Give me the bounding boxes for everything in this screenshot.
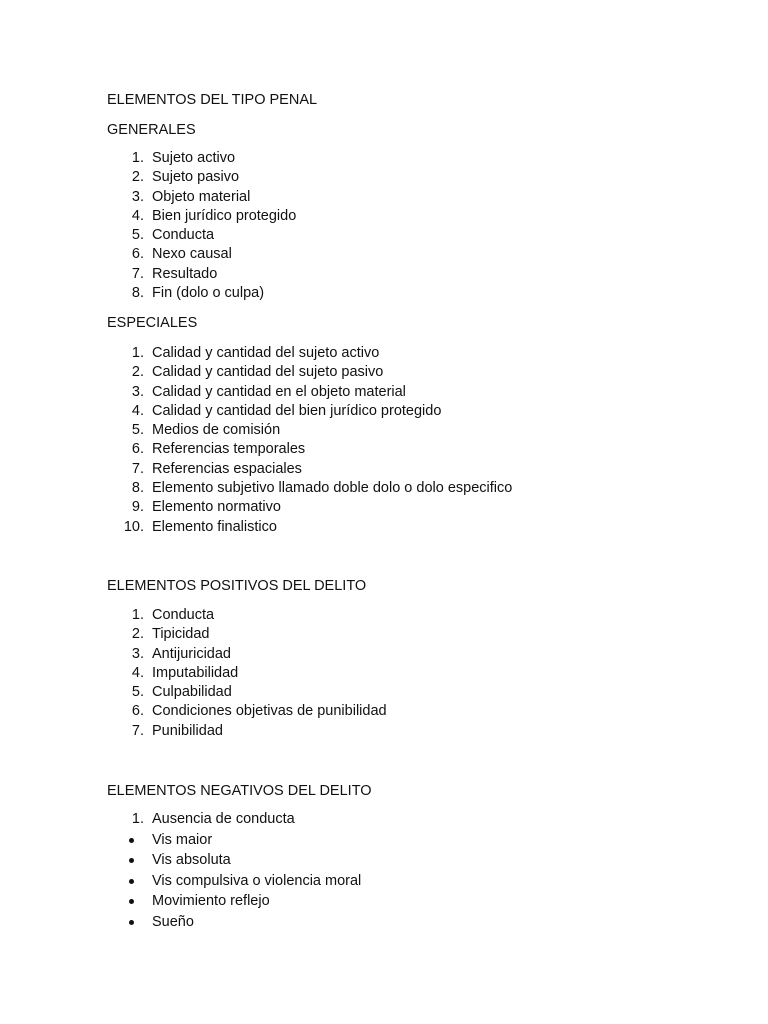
list-number: 1.: [131, 345, 144, 361]
list-item-text: Referencias espaciales: [152, 460, 302, 477]
heading-elementos-negativos: ELEMENTOS NEGATIVOS DEL DELITO: [107, 783, 372, 799]
list-number: 8.: [131, 480, 144, 497]
list-item-text: Calidad y cantidad en el objeto material: [152, 383, 406, 400]
list-item-text: Condiciones objetivas de punibilidad: [152, 703, 387, 720]
list-number: 6.: [131, 246, 144, 263]
list-number: 9.: [131, 499, 144, 516]
bullet-item-text: Movimiento reflejo: [152, 893, 270, 910]
list-number: 6.: [131, 441, 144, 458]
list-number: 2.: [131, 626, 144, 643]
bullet-icon: [129, 838, 134, 843]
list-number: 7.: [131, 265, 144, 282]
list-number: 7.: [131, 722, 144, 739]
list-item-text: Bien jurídico protegido: [152, 207, 297, 224]
list-item-text: Medios de comisión: [152, 422, 281, 439]
list-item-text: Culpabilidad: [152, 684, 232, 701]
list-item-text: Objeto material: [152, 188, 251, 205]
list-item-text: Calidad y cantidad del bien jurídico protegido: [152, 402, 442, 419]
list-item-text: Sujeto activo: [152, 150, 236, 166]
list-number: 3.: [131, 383, 144, 400]
list-number: 2.: [131, 364, 144, 381]
bullet-icon: [129, 879, 134, 884]
list-item-text: Nexo causal: [152, 246, 232, 263]
list-item-text: Fin (dolo o culpa): [152, 285, 265, 302]
list-number: 1.: [131, 811, 144, 827]
list-number: 7.: [131, 460, 144, 477]
list-number: 10.: [123, 518, 144, 535]
heading-generales: GENERALES: [107, 122, 196, 138]
list-item-text: Calidad y cantidad del sujeto activo: [152, 345, 380, 361]
list-number: 5.: [131, 422, 144, 439]
list-number: 1.: [131, 150, 144, 166]
bullet-icon: [129, 920, 134, 925]
list-item-text: Calidad y cantidad del sujeto pasivo: [152, 364, 384, 381]
bullet-item-text: Vis absoluta: [152, 852, 231, 869]
list-number: 3.: [131, 188, 144, 205]
list-item-text: Ausencia de conducta: [152, 811, 295, 827]
list-item-text: Imputabilidad: [152, 664, 239, 681]
heading-elementos-positivos: ELEMENTOS POSITIVOS DEL DELITO: [107, 578, 367, 594]
bullet-item-text: Vis maior: [152, 832, 213, 848]
list-item-text: Punibilidad: [152, 722, 223, 739]
list-item-text: Conducta: [152, 607, 215, 623]
bullet-icon: [129, 858, 134, 863]
list-item-text: Antijuricidad: [152, 645, 231, 662]
heading-especiales: ESPECIALES: [107, 315, 198, 331]
title-elementos-tipo-penal: ELEMENTOS DEL TIPO PENAL: [107, 92, 318, 108]
list-number: 4.: [131, 402, 144, 419]
list-number: 4.: [131, 207, 144, 224]
list-item-text: Conducta: [152, 227, 215, 244]
bullet-item-text: Vis compulsiva o violencia moral: [152, 872, 362, 889]
list-item-text: Elemento finalistico: [152, 518, 277, 535]
list-number: 4.: [131, 664, 144, 681]
bullet-item-text: Sueño: [152, 913, 194, 930]
list-number: 3.: [131, 645, 144, 662]
list-number: 8.: [131, 285, 144, 302]
list-item-text: Elemento normativo: [152, 499, 281, 516]
list-item-text: Sujeto pasivo: [152, 169, 240, 186]
list-item-text: Resultado: [152, 265, 218, 282]
list-number: 5.: [131, 684, 144, 701]
list-number: 5.: [131, 227, 144, 244]
list-item-text: Elemento subjetivo llamado doble dolo o dolo especifico: [152, 480, 513, 497]
list-number: 6.: [131, 703, 144, 720]
list-item-text: Referencias temporales: [152, 441, 306, 458]
list-number: 2.: [131, 169, 144, 186]
list-number: 1.: [131, 607, 144, 623]
bullet-icon: [129, 899, 134, 904]
list-item-text: Tipicidad: [152, 626, 210, 643]
